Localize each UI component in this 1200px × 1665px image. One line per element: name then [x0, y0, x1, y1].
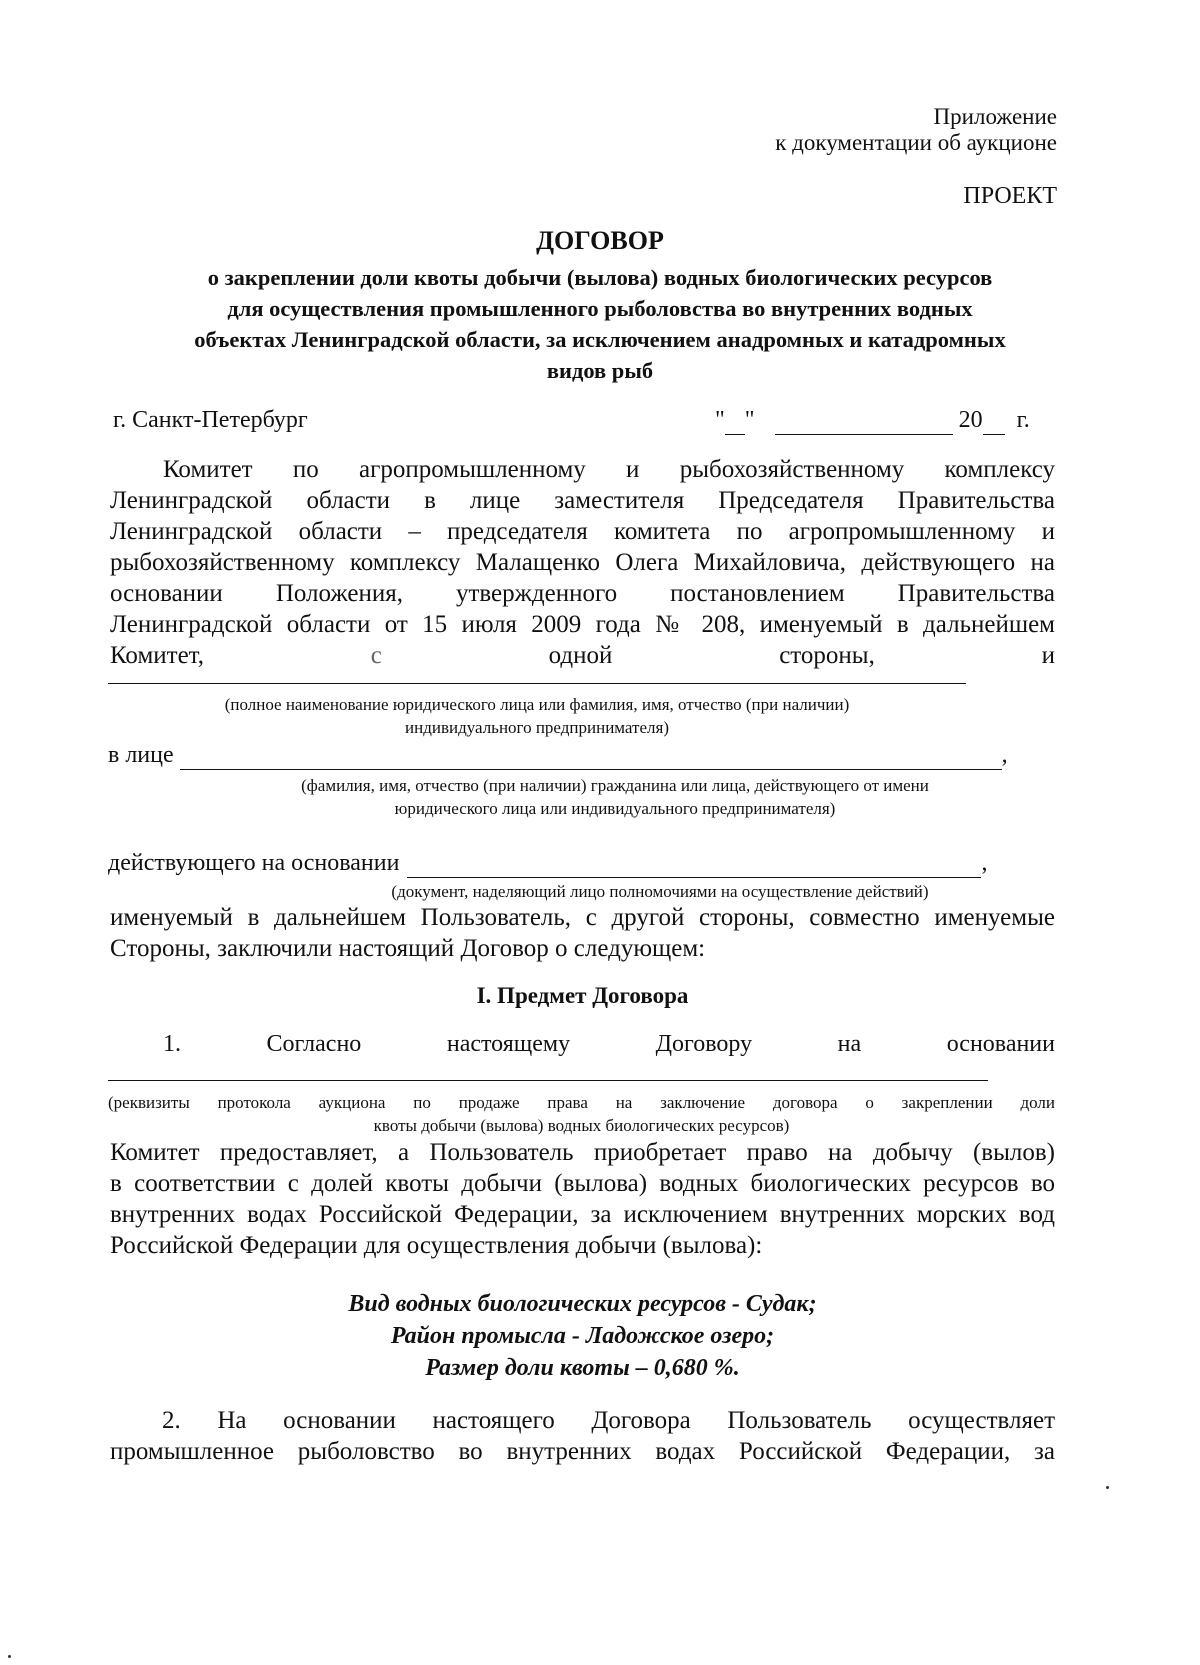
preamble-last-line [110, 640, 1055, 671]
caption-line: юридического лица или индивидуального предпринимателя) [394, 799, 836, 818]
preamble-line: Ленинградской области – председателя комитета по агропромышленному и [110, 518, 1055, 545]
year-prefix: 20 [958, 407, 983, 433]
subtitle-line: для осуществления промышленного рыболовства во внутренних водных [227, 296, 973, 321]
scan-speck [8, 1655, 11, 1658]
clause-line: промышленное рыболовство во внутренних водах Российской Федерации, за [110, 1438, 1055, 1465]
preamble-line: Ленинградской области от 15 июля 2009 года № 208, именуемый в дальнейшем [110, 611, 1055, 638]
clause-line: 2. На основании настоящего Договора Пользователь осуществляет [162, 1407, 1055, 1434]
clause-line: внутренних водах Российской Федерации, за исключением внутренних морских вод [110, 1201, 1055, 1228]
scan-speck [1106, 1486, 1109, 1489]
clause-line: в соответствии с долей квоты добычи (вылова) водных биологических ресурсов во [110, 1170, 1055, 1197]
preamble [110, 454, 1055, 671]
basis-line: действующего на основании , [108, 850, 988, 876]
word: настоящему [446, 1031, 571, 1057]
basis-label: действующего на основании [108, 850, 400, 876]
appendix-line-2: к документации об аукционе [775, 130, 1057, 155]
word: Комитет, [110, 642, 204, 669]
date-quote-open: " [715, 407, 725, 433]
word: на [837, 1031, 862, 1057]
appendix-line-1: Приложение [933, 104, 1057, 129]
word: стороны, [779, 642, 875, 669]
year-blank [983, 407, 1005, 435]
basis-blank [407, 850, 981, 878]
detail-line: Вид водных биологических ресурсов - Судак; [348, 1291, 817, 1317]
word: Согласно [266, 1031, 362, 1057]
draft-label: ПРОЕКТ [963, 183, 1057, 209]
preamble-line: Ленинградской области в лице заместителя Председателя Правительства [110, 487, 1055, 514]
basis-caption: (документ, наделяющий лицо полномочиями на осуществление действий) [391, 882, 929, 901]
protocol-blank [108, 1080, 988, 1081]
clause-line: Российской Федерации для осуществления добычи (вылова): [110, 1232, 763, 1259]
clause1-body [110, 1137, 1055, 1261]
month-blank [775, 407, 953, 435]
caption-line: индивидуального предпринимателя) [405, 718, 669, 737]
preamble-line: Комитет по агропромышленному и рыбохозяйственному комплексу [163, 456, 1055, 483]
clause2-body [110, 1405, 1055, 1467]
word: 1. [163, 1031, 181, 1057]
clause1-first-line [163, 1031, 1055, 1058]
word: основании [946, 1031, 1055, 1057]
caption-line: (фамилия, имя, отчество (при наличии) гражданина или лица, действующего от имени [301, 776, 929, 795]
year-suffix: г. [1016, 407, 1030, 433]
date-quote-close: " [744, 407, 755, 433]
caption-line: (реквизиты протокола аукциона по продаже права на заключение договора о закреплении доли [108, 1093, 1055, 1112]
document-title: ДОГОВОР [536, 226, 664, 255]
represented-blank [180, 742, 1002, 770]
date-field [715, 407, 1030, 435]
section-heading: I. Предмет Договора [476, 983, 689, 1008]
subtitle-line: видов рыб [546, 358, 654, 383]
closing-line: Стороны, заключили настоящий Договор о следующем: [110, 935, 706, 962]
caption-line: (полное наименование юридического лица или фамилия, имя, отчество (при наличии) [224, 695, 850, 714]
party-name-blank [108, 683, 966, 684]
preamble-closing [110, 902, 1055, 964]
closing-line: именуемый в дальнейшем Пользователь, с другой стороны, совместно именуемые [110, 904, 1055, 931]
represented-label: в лице [108, 742, 174, 768]
word: Договору [655, 1031, 753, 1057]
party-caption [108, 693, 966, 739]
protocol-caption [108, 1091, 1055, 1137]
word: одной [548, 642, 613, 669]
document-subtitle [110, 262, 1090, 386]
day-blank [725, 407, 745, 435]
city: г. Санкт-Петербург [113, 407, 308, 433]
detail-line: Размер доли квоты – 0,680 %. [425, 1355, 740, 1381]
word: и [1041, 642, 1055, 669]
represented-line: в лице , [108, 742, 1008, 768]
subtitle-line: о закреплении доли квоты добычи (вылова) водных биологических ресурсов [207, 265, 993, 290]
word: с [370, 642, 382, 669]
subtitle-line: объектах Ленинградской области, за исключением анадромных и катадромных [194, 327, 1006, 352]
preamble-line: основании Положения, утвержденного постановлением Правительства [110, 580, 1055, 607]
clause-line: Комитет предоставляет, а Пользователь приобретает право на добычу (вылов) [110, 1139, 1055, 1166]
preamble-line: рыбохозяйственному комплексу Малащенко Олега Михайловича, действующего на [110, 549, 1055, 576]
detail-line: Район промысла - Ладожское озеро; [390, 1323, 775, 1349]
caption-line: квоты добычи (вылова) водных биологических ресурсов) [373, 1116, 790, 1135]
represented-caption [180, 774, 1050, 820]
quota-details [110, 1288, 1055, 1384]
